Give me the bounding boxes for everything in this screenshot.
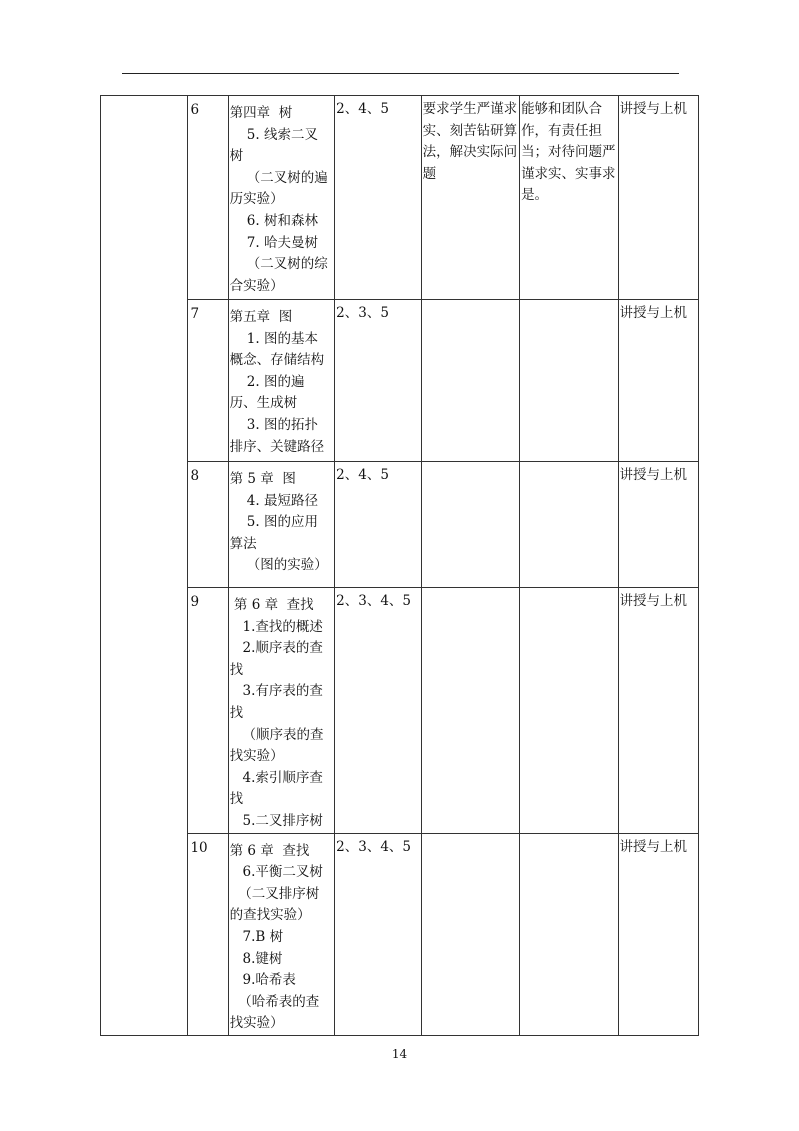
topic-line: 第 6 章 查找 [229,842,310,859]
ability-cell [520,588,618,834]
topic-line: （哈希表的查 [229,993,320,1010]
goals-text: 2、3、5 [336,305,389,321]
header-rule [122,73,679,74]
course-section-cell [101,96,188,1036]
week-number-text: 7 [190,306,200,322]
topic-line: 概念、存储结构 [229,352,325,369]
teaching-method-cell [618,462,698,588]
topic-line: 历实验） [229,191,284,208]
topic-line: 3.有序表的查 [229,683,323,700]
goals-text: 2、4、5 [336,467,389,483]
topic-line: 9.哈希表 [229,972,296,989]
topic-cell [228,96,335,300]
requirements-cell [421,300,519,462]
topic-line: （图的实验） [229,557,328,574]
topic-line: 4.索引顺序查 [229,769,323,786]
goals-text: 2、3、4、5 [336,593,412,609]
topic-line: 树 [229,148,244,165]
topic-line: 1.查找的概述 [229,618,323,635]
topic-line: 算法 [229,535,257,552]
week-number-text: 8 [190,468,200,484]
ability-cell [520,96,618,300]
table-row [101,462,699,588]
topic-line: 第五章 图 [229,309,293,325]
goals-cell [335,96,421,300]
topic-line: （二叉树的综 [229,256,328,273]
ability-text: 能够和团队合作，有责任担当；对待问题严谨求实、实事求是。 [521,101,616,204]
table-row [101,96,699,300]
topic-line: 排序、关键路径 [229,438,325,455]
topic-line: 第四章 树 [229,105,293,121]
week-number-cell [188,96,228,300]
goals-cell [335,300,421,462]
topic-line: 5.二叉排序树 [229,812,323,829]
course-schedule-table [100,95,699,1036]
goals-cell [335,588,421,834]
teaching-method-text: 讲授与上机 [619,305,688,321]
goals-text: 2、4、5 [336,101,389,117]
topic-line: 找实验） [229,1015,284,1032]
week-number-text: 6 [190,102,200,118]
topic-cell [228,588,335,834]
goals-cell [335,462,421,588]
week-number-cell [188,833,228,1035]
topic-line: 找 [229,704,244,721]
topic-line: 5. 图的应用 [229,514,318,531]
topic-line: 7. 哈夫曼树 [229,234,318,251]
topic-line: 找 [229,791,244,808]
topic-cell [228,300,335,462]
topic-line: 7.B 树 [229,928,284,945]
requirements-text: 要求学生严谨求实、刻苦钻研算法，解决实际问题 [422,101,518,182]
table-row [101,588,699,834]
week-number-text: 10 [190,839,208,856]
topic-line: 的查找实验） [229,907,311,924]
requirements-cell [421,833,519,1035]
requirements-cell [421,588,519,834]
topic-line: 找实验） [229,748,284,765]
goals-text: 2、3、4、5 [336,838,412,855]
topic-line: 6. 树和森林 [229,212,318,229]
topic-line: 3. 图的拓扑 [229,416,318,433]
ability-cell [520,833,618,1035]
week-number-cell [188,588,228,834]
requirements-cell [421,96,519,300]
goals-cell [335,833,421,1035]
topic-line: （二叉树的遍 [229,169,328,186]
week-number-cell [188,462,228,588]
table-row [101,300,699,462]
ability-cell [520,462,618,588]
teaching-method-cell [618,833,698,1035]
topic-line: 5. 线索二叉 [229,126,318,143]
teaching-method-text: 讲授与上机 [619,593,688,609]
topic-line: 8.键树 [229,950,283,967]
topic-line: 2. 图的遍 [229,373,305,390]
topic-line: 找 [229,661,244,678]
topic-line: 4. 最短路径 [229,492,318,509]
teaching-method-cell [618,96,698,300]
topic-line: （顺序表的查 [229,726,324,743]
topic-cell [228,833,335,1035]
topic-line: 2.顺序表的查 [229,640,323,657]
teaching-method-cell [618,300,698,462]
topic-line: 历、生成树 [229,395,298,412]
topic-line: （二叉排序树 [229,885,320,902]
teaching-method-cell [618,588,698,834]
week-number-cell [188,300,228,462]
topic-line: 6.平衡二叉树 [229,864,323,881]
teaching-method-text: 讲授与上机 [619,838,688,855]
topic-line: 1. 图的基本 [229,330,318,347]
table-row [101,833,699,1035]
topic-cell [228,462,335,588]
topic-line: 第 6 章 查找 [229,597,314,613]
teaching-method-text: 讲授与上机 [619,467,688,483]
week-number-text: 9 [190,594,200,610]
ability-cell [520,300,618,462]
topic-line: 合实验） [229,277,284,294]
topic-line: 第 5 章 图 [229,471,296,487]
page-number: 14 [391,1047,408,1061]
teaching-method-text: 讲授与上机 [619,101,688,117]
requirements-cell [421,462,519,588]
